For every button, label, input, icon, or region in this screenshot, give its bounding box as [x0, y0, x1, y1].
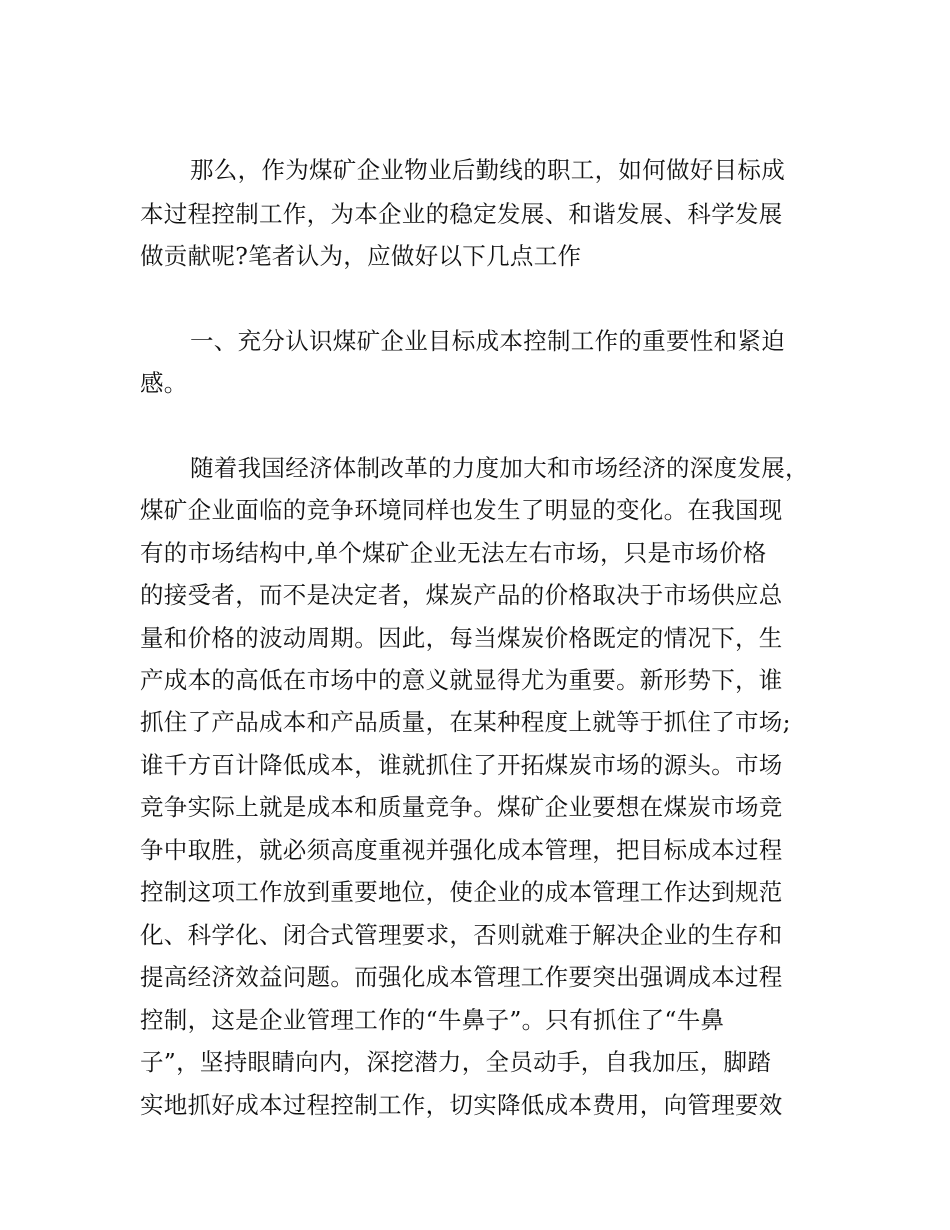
paragraph-3-line-16: 实地抓好成本过程控制工作，切实降低成本费用，向管理要效 [140, 1091, 783, 1119]
paragraph-1-line-1: 那么，作为煤矿企业物业后勤线的职工，如何做好目标成 [190, 156, 785, 184]
paragraph-3-line-11: 控制这项工作放到重要地位，使企业的成本管理工作达到规范 [140, 878, 783, 906]
paragraph-3-line-8: 谁千方百计降低成本，谁就抓住了开拓煤炭市场的源头。市场 [140, 751, 783, 779]
paragraph-3-line-1: 随着我国经济体制改革的力度加大和市场经济的深度发展， [190, 454, 809, 482]
paragraph-1-line-3: 做贡献呢?笔者认为，应做好以下几点工作 [140, 242, 582, 270]
paragraph-3-line-15: 子”，坚持眼睛向内，深挖潜力，全员动手，自我加压，脚踏 [140, 1048, 772, 1076]
paragraph-3-line-10: 争中取胜，就必须高度重视并强化成本管理，把目标成本过程 [140, 836, 783, 864]
paragraph-3-line-6: 产成本的高低在市场中的意义就显得尤为重要。新形势下，谁 [140, 666, 783, 694]
paragraph-3-line-3: 有的市场结构中,单个煤矿企业无法左右市场，只是市场价格 [140, 539, 767, 567]
paragraph-3-line-12: 化、科学化、闭合式管理要求，否则就难于解决企业的生存和 [140, 921, 783, 949]
paragraph-2-line-1: 一、充分认识煤矿企业目标成本控制工作的重要性和紧迫 [190, 327, 785, 355]
paragraph-3-line-2: 煤矿企业面临的竞争环境同样也发生了明显的变化。在我国现 [140, 496, 783, 524]
paragraph-3-line-13: 提高经济效益问题。而强化成本管理工作要突出强调成本过程 [140, 963, 783, 991]
paragraph-3-line-5: 量和价格的波动周期。因此，每当煤炭价格既定的情况下，生 [140, 624, 783, 652]
paragraph-3-line-9: 竞争实际上就是成本和质量竞争。煤矿企业要想在煤炭市场竞 [140, 793, 783, 821]
paragraph-3-line-7: 抓住了产品成本和产品质量，在某种程度上就等于抓住了市场; [140, 708, 791, 736]
paragraph-1-line-2: 本过程控制工作，为本企业的稳定发展、和谐发展、科学发展 [140, 200, 783, 228]
paragraph-3-line-4: 的接受者，而不是决定者，煤炭产品的价格取决于市场供应总 [140, 581, 783, 609]
paragraph-3-line-14: 控制，这是企业管理工作的“牛鼻子”。只有抓住了“牛鼻 [140, 1006, 725, 1034]
paragraph-2-line-2: 感。 [140, 369, 188, 397]
